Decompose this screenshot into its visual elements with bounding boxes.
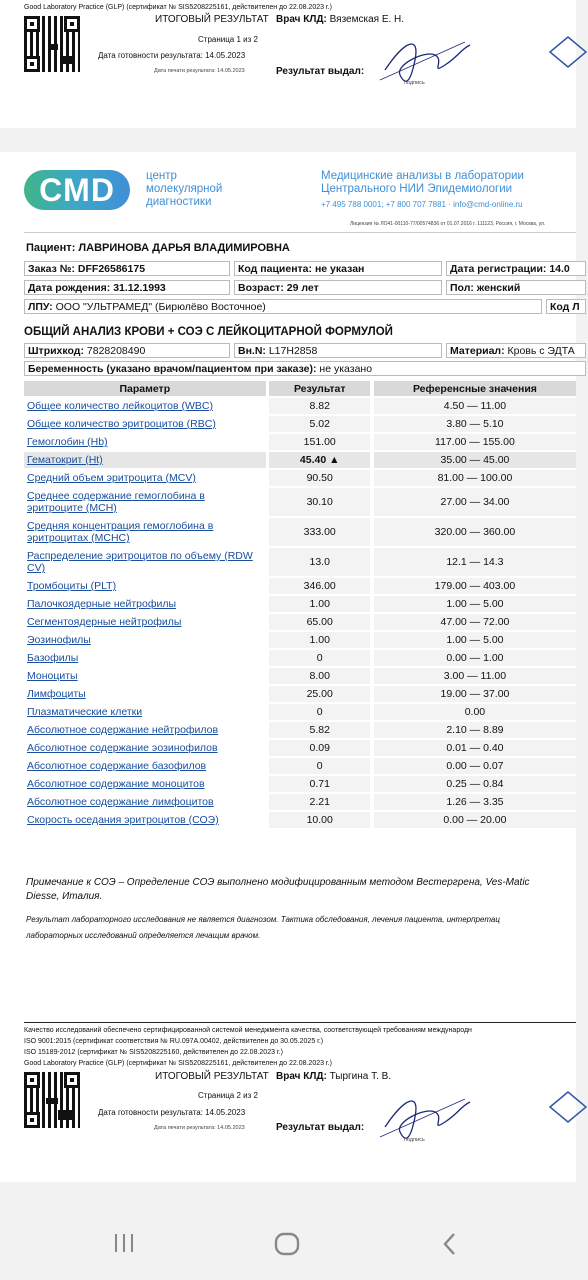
param-name[interactable]: Моноциты xyxy=(27,670,78,682)
footer-divider xyxy=(24,1022,576,1023)
table-row xyxy=(24,740,576,756)
table-row xyxy=(24,452,576,468)
reference-range: 1.00 — 5.00 xyxy=(374,596,576,612)
result-value: 0 xyxy=(269,758,370,774)
param-name[interactable]: Общее количество эритроцитов (RBC) xyxy=(27,418,216,430)
soe-note: Примечание к СОЭ – Определение СОЭ выполнено модифицированным методом Вестергрена, Ves-Matic Diesse, Италия. xyxy=(26,877,530,902)
result-value: 0 xyxy=(269,704,370,720)
material-field: Материал: Кровь с ЭДТА xyxy=(446,343,586,358)
reference-range: 0.00 — 0.07 xyxy=(374,758,576,774)
table-header xyxy=(24,381,576,396)
barcode-field: Штрихкод: 7828208490 xyxy=(24,343,230,358)
param-name[interactable]: Гемоглобин (Hb) xyxy=(27,436,108,448)
lpu-code-field: Код Л xyxy=(546,299,586,314)
table-row xyxy=(24,578,576,594)
ready-date: Дата готовности результата: 14.05.2023 xyxy=(98,1108,246,1117)
reference-range: 3.00 — 11.00 xyxy=(374,668,576,684)
table-row xyxy=(24,596,576,612)
table-row xyxy=(24,812,576,828)
reference-range: 1.00 — 5.00 xyxy=(374,632,576,648)
result-value: 90.50 xyxy=(269,470,370,486)
reference-range: 35.00 — 45.00 xyxy=(374,452,576,468)
qr-code-icon xyxy=(24,16,80,72)
result-value: 1.00 xyxy=(269,596,370,612)
page-number: Страница 2 из 2 xyxy=(198,1091,258,1100)
param-name[interactable]: Общее количество лейкоцитов (WBC) xyxy=(27,400,213,412)
table-row xyxy=(24,686,576,702)
reference-range: 117.00 — 155.00 xyxy=(374,434,576,450)
reference-range: 320.00 — 360.00 xyxy=(374,518,576,546)
lab-title: Медицинские анализы в лаборатории Центрального НИИ Эпидемиологии xyxy=(321,170,524,195)
pregnancy-field: Беременность (указано врачом/пациентом при заказе): не указано xyxy=(24,361,586,376)
result-value: 0 xyxy=(269,650,370,666)
reference-range: 0.01 — 0.40 xyxy=(374,740,576,756)
ready-date: Дата готовности результата: 14.05.2023 xyxy=(98,51,246,60)
param-name[interactable]: Абсолютное содержание нейтрофилов xyxy=(27,724,219,736)
table-row xyxy=(24,488,576,516)
param-name[interactable]: Плазматические клетки xyxy=(27,706,143,718)
reference-range: 0.00 xyxy=(374,704,576,720)
result-value: 1.00 xyxy=(269,632,370,648)
reference-range: 0.00 — 20.00 xyxy=(374,812,576,828)
col-ref: Референсные значения xyxy=(374,381,576,396)
result-value: 25.00 xyxy=(269,686,370,702)
param-name[interactable]: Абсолютное содержание лимфоцитов xyxy=(27,796,214,808)
report-page-1-footer xyxy=(0,0,576,128)
table-row xyxy=(24,632,576,648)
signature-icon xyxy=(375,1087,475,1147)
sex-field: Пол: женский xyxy=(446,280,586,295)
result-value: 13.0 xyxy=(269,548,370,576)
param-name[interactable]: Абсолютное содержание эозинофилов xyxy=(27,742,218,754)
result-value: 65.00 xyxy=(269,614,370,630)
param-name[interactable]: Гематокрит (Ht) xyxy=(24,452,266,468)
table-row xyxy=(24,794,576,810)
reference-range: 0.00 — 1.00 xyxy=(374,650,576,666)
stamp-icon xyxy=(548,1087,588,1127)
doctor-label: Врач КЛД: Тыргина Т. В. xyxy=(276,1071,392,1082)
table-row xyxy=(24,722,576,738)
col-param: Параметр xyxy=(24,381,266,396)
signature-caption: подпись xyxy=(404,1137,425,1143)
reference-range: 2.10 — 8.89 xyxy=(374,722,576,738)
age-field: Возраст: 29 лет xyxy=(234,280,442,295)
param-name[interactable]: Эозинофилы xyxy=(27,634,91,646)
cmd-logo: CMD xyxy=(24,170,130,210)
table-row xyxy=(24,650,576,666)
license: Лицензия № ЛО41-00110-77/00574836 от 01.07.2016 г. 111123, Россия, г. Москва, ул. xyxy=(350,221,546,227)
param-name[interactable]: Распределение эритроцитов по объему (RDW CV) xyxy=(27,550,253,574)
param-name[interactable]: Абсолютное содержание моноцитов xyxy=(27,778,205,790)
result-value: 8.82 xyxy=(269,398,370,414)
table-row xyxy=(24,518,576,546)
glp-text: Good Laboratory Practice (GLP) (сертификат № SIS5208225161, действителен до 22.08.2023 г.) xyxy=(24,4,332,11)
home-button[interactable] xyxy=(274,1232,300,1256)
result-value: 0.09 xyxy=(269,740,370,756)
qr-code-icon xyxy=(24,1072,80,1128)
result-value: 0.71 xyxy=(269,776,370,792)
reference-range: 3.80 — 5.10 xyxy=(374,416,576,432)
result-value: 346.00 xyxy=(269,578,370,594)
results-table xyxy=(24,379,576,830)
param-name[interactable]: Сегментоядерные нейтрофилы xyxy=(27,616,182,628)
vn-field: Вн.N: L17H2858 xyxy=(234,343,442,358)
header-divider xyxy=(24,232,576,233)
back-button[interactable] xyxy=(440,1232,460,1256)
reference-range: 12.1 — 14.3 xyxy=(374,548,576,576)
reference-range: 179.00 — 403.00 xyxy=(374,578,576,594)
page-number: Страница 1 из 2 xyxy=(198,35,258,44)
disclaimer: Результат лабораторного исследования не является диагнозом. Тактика обследования, лечения пациента, интерпретац лабораторных исследований определяется лечащим врачом. xyxy=(26,915,500,940)
reference-range: 47.00 — 72.00 xyxy=(374,614,576,630)
contacts: +7 495 788 0001; +7 800 707 7881 · info@cmd-online.ru xyxy=(321,200,523,209)
table-row xyxy=(24,398,576,414)
doctor-label: Врач КЛД: Вяземская Е. Н. xyxy=(276,14,405,25)
result-value: 30.10 xyxy=(269,488,370,516)
reference-range: 19.00 — 37.00 xyxy=(374,686,576,702)
center-name: центр молекулярной диагностики xyxy=(146,170,223,208)
recent-apps-button[interactable] xyxy=(112,1232,136,1254)
issued-label: Результат выдал: xyxy=(276,1122,365,1133)
result-value: 333.00 xyxy=(269,518,370,546)
result-value: 10.00 xyxy=(269,812,370,828)
result-value: 2.21 xyxy=(269,794,370,810)
table-row xyxy=(24,434,576,450)
reference-range: 81.00 — 100.00 xyxy=(374,470,576,486)
patient-code-field: Код пациента: не указан xyxy=(234,261,442,276)
quality-text: Качество исследований обеспечено сертифицированной системой менеджмента качества, соответствующей требованиям международн ISO 9001:2015 (сертификат соответствия № RU.097A.00402, действителен до 30.05.2025 г.) ISO 15189-2012 (сертификат № SIS5208225160, действителен до 22.08.2023 г.) Good Laboratory Practice (GLP) (сертификат № SIS5208225161, действителен до 22.08.2023 г.) xyxy=(24,1027,472,1067)
reference-range: 4.50 — 11.00 xyxy=(374,398,576,414)
table-row xyxy=(24,704,576,720)
patient-name: Пациент: ЛАВРИНОВА ДАРЬЯ ВЛАДИМИРОВНА xyxy=(26,242,290,254)
result-value: 5.02 xyxy=(269,416,370,432)
param-name[interactable]: Палочкоядерные нейтрофилы xyxy=(27,598,177,610)
order-field: Заказ №: DFF26586175 xyxy=(24,261,230,276)
result-value: 5.82 xyxy=(269,722,370,738)
result-value: 8.00 xyxy=(269,668,370,684)
reference-range: 0.25 — 0.84 xyxy=(374,776,576,792)
param-name[interactable]: Среднее содержание гемоглобина в эритроците (MCH) xyxy=(27,490,205,514)
stamp-icon xyxy=(548,32,588,72)
dob-field: Дата рождения: 31.12.1993 xyxy=(24,280,230,295)
analysis-title: ОБЩИЙ АНАЛИЗ КРОВИ + СОЭ С ЛЕЙКОЦИТАРНОЙ ФОРМУЛОЙ xyxy=(24,326,393,338)
signature-icon xyxy=(375,30,475,90)
param-name[interactable]: Средняя концентрация гемоглобина в эритроцитах (MCHC) xyxy=(27,520,214,544)
param-name[interactable]: Базофилы xyxy=(27,652,79,664)
final-result-label: ИТОГОВЫЙ РЕЗУЛЬТАТ xyxy=(155,1071,269,1082)
reference-range: 27.00 — 34.00 xyxy=(374,488,576,516)
system-nav-bar xyxy=(0,1200,576,1280)
table-row xyxy=(24,758,576,774)
print-date: Дата печати результата: 14.05.2023 xyxy=(154,68,245,74)
table-row xyxy=(24,614,576,630)
table-row xyxy=(24,668,576,684)
issued-label: Результат выдал: xyxy=(276,66,365,77)
table-row xyxy=(24,776,576,792)
col-result: Результат xyxy=(269,381,370,396)
param-name[interactable]: Скорость оседания эритроцитов (СОЭ) xyxy=(27,814,219,826)
final-result-label: ИТОГОВЫЙ РЕЗУЛЬТАТ xyxy=(155,14,269,25)
report-page-2 xyxy=(0,152,580,1182)
print-date: Дата печати результата: 14.05.2023 xyxy=(154,1125,245,1131)
param-name[interactable]: Лимфоциты xyxy=(27,688,86,700)
registration-date-field: Дата регистрации: 14.0 xyxy=(446,261,586,276)
signature-caption: подпись xyxy=(404,80,425,86)
param-name[interactable]: Тромбоциты (PLT) xyxy=(27,580,117,592)
table-row xyxy=(24,470,576,486)
result-value: 151.00 xyxy=(269,434,370,450)
reference-range: 1.26 — 3.35 xyxy=(374,794,576,810)
param-name[interactable]: Абсолютное содержание базофилов xyxy=(27,760,207,772)
param-name[interactable]: Средний объем эритроцита (MCV) xyxy=(27,472,196,484)
result-value: 45.40 ▲ xyxy=(269,452,370,468)
table-row xyxy=(24,416,576,432)
table-row xyxy=(24,548,576,576)
lpu-field: ЛПУ: ООО "УЛЬТРАМЕД" (Бирюлёво Восточное) xyxy=(24,299,542,314)
